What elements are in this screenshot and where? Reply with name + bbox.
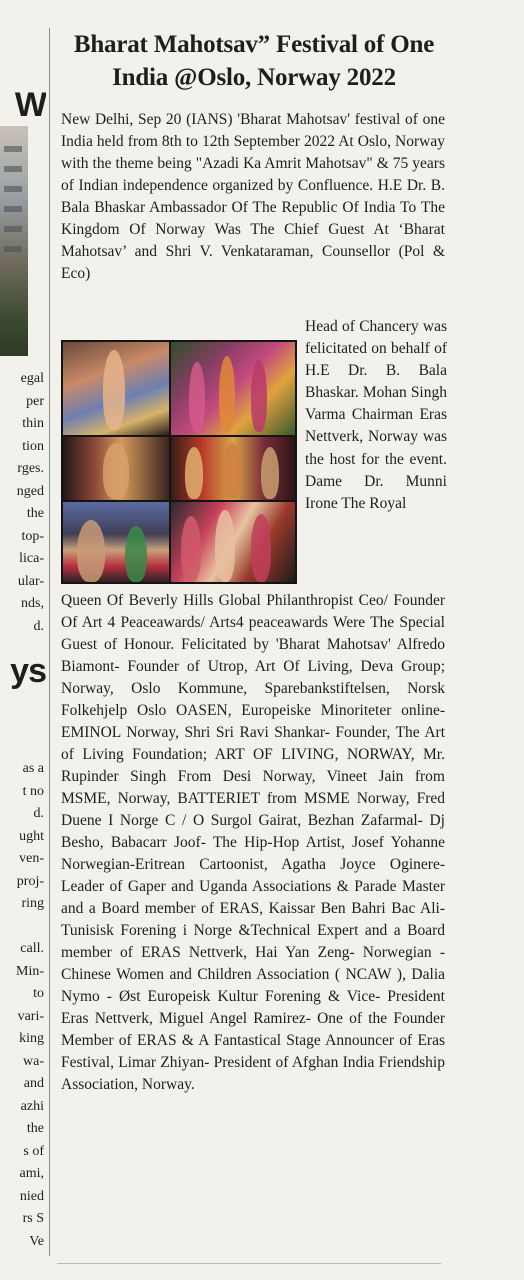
- adjacent-text-fragment: and: [23, 1076, 44, 1091]
- photo-group-dancers: [171, 342, 295, 435]
- adjacent-text-fragment: egal: [20, 371, 44, 386]
- adjacent-text-fragment: d.: [33, 618, 44, 634]
- adjacent-text-fragment: to: [33, 986, 44, 1001]
- photo-singer: [63, 502, 169, 582]
- article-body-side: Head of Chancery was felicitated on behalf of H.E Dr. B. Bala Bhaskar. Mohan Singh Varma Chairman Eras Nettverk, Norway was the host for the event. Dame Dr. Munni Irone The Royal: [305, 318, 447, 512]
- adjacent-column: [0, 0, 46, 1280]
- adjacent-text-fragment: nied: [19, 1188, 44, 1204]
- adjacent-text-fragment: lica-: [19, 551, 44, 566]
- adjacent-text-fragment: proj-: [16, 873, 44, 889]
- adjacent-text-fragment: ular-: [17, 573, 44, 589]
- festival-photo-collage: [61, 340, 297, 584]
- adjacent-text-fragment: nged: [16, 483, 44, 499]
- adjacent-text-fragment: nds,: [21, 596, 44, 611]
- adjacent-text-fragment: rs S: [22, 1211, 44, 1226]
- adjacent-text-fragment: wa-: [23, 1053, 44, 1069]
- adjacent-text-fragment: t no: [22, 783, 44, 799]
- photo-turbaned-group: [171, 437, 295, 500]
- adjacent-text-fragment: thin: [22, 416, 44, 431]
- adjacent-text-fragment: tion: [22, 438, 44, 454]
- adjacent-text-fragment: per: [26, 393, 44, 409]
- article-body-top: New Delhi, Sep 20 (IANS) 'Bharat Mahotsav' festival of one India held from 8th to 12th September 2022 At Oslo, Norway with the theme being "Azadi Ka Amrit Mahotsav" & 75 years of Indian independence organized by Confluence. H.E Dr. B. Bala Bhaskar Ambassador Of The Republic Of India To The Kingdom Of Norway Was The Chief Guest At ‘Bharat Mahotsav’ and Shri V. Venkataraman, Counsellor (Pol & Eco): [61, 111, 445, 282]
- article-body-bottom: Queen Of Beverly Hills Global Philanthropist Ceo/ Founder Of Art 4 Peaceawards/ Arts4 peaceawards Were The Special Guest of Honour. Felicitated by 'Bharat Mahotsav' Alfredo Biamont- Founder of Utrop, Art Of Living, Deva Group; Norway, Oslo Kommune, Sparebankstiftelsen, Norsk Folkehjelp Oslo OASEN, Europeiske Minoriteter online- EMINOL Norway, Shri Sri Ravi Shankar- Founder, The Art of Living Foundation; ART OF LIVING, NORWAY, Mr. Rupinder Singh From Desi Norway, Vineet Jain from MSME, Norway, BATTERIET from MSME Norway, Fred Duene I Norge C / O Surgol Gairat, Bezhan Zafarmal- Dj Besho, Babacarr Joof- The Hip-Hop Artist, Josef Yohanne Norwegian-Eritrean Cartoonist, Agatha Joyce Oginere- Leader of Gaper and Uganda Associations & Parade Master and a Board member of ERAS, Kaissar Ben Bahri Bac Ali- Tunisisk Forening i Norge &Technical Expert and a Board member of ERAS Nettverk, Hai Yan Zeng- Norwegian - Chinese Women and Children Association ( NCAW ), Dalia Nymo - Øst Europeisk Kultur Forening & Vice- President Eras Nettverk, Miguel Angel Ramirez- One of the Founder Member of ERAS & A Fantastical Stage Announcer of Eras Festival, Limar Zhiyan- President of Afghan India Friendship Association, Norway.: [61, 592, 445, 1093]
- article-headline: Bharat Mahotsav” Festival of One India @Oslo, Norway 2022: [73, 31, 435, 91]
- adjacent-photo: [0, 126, 28, 356]
- photo-dancer: [63, 342, 169, 435]
- adjacent-text-fragment: ring: [21, 896, 44, 911]
- adjacent-heading-mid: ys: [10, 652, 46, 690]
- adjacent-text-fragment: as a: [22, 761, 44, 776]
- photo-performer: [63, 437, 169, 500]
- adjacent-text-fragment: azhi: [20, 1098, 44, 1114]
- adjacent-text-fragment: ami,: [19, 1166, 44, 1181]
- adjacent-text-fragment: top-: [21, 528, 44, 544]
- adjacent-text-fragment: call.: [20, 941, 44, 956]
- adjacent-text-fragment: the: [26, 506, 44, 521]
- adjacent-text-fragment: vari-: [17, 1008, 44, 1024]
- adjacent-text-fragment: Ve: [29, 1233, 44, 1249]
- adjacent-text-fragment: d.: [33, 806, 44, 821]
- adjacent-heading-top: W: [14, 86, 46, 124]
- bottom-rule: [57, 1263, 441, 1264]
- adjacent-text-fragment: ven-: [19, 851, 44, 866]
- column-divider: [49, 28, 50, 1256]
- adjacent-text-fragment: rges.: [17, 461, 44, 476]
- adjacent-text-fragment: ught: [19, 828, 44, 844]
- adjacent-text-fragment: king: [19, 1031, 44, 1046]
- photo-women-group: [171, 502, 295, 582]
- adjacent-text-fragment: the: [26, 1121, 44, 1136]
- adjacent-text-fragment: Min-: [16, 963, 44, 979]
- adjacent-text-fragment: s of: [23, 1143, 44, 1159]
